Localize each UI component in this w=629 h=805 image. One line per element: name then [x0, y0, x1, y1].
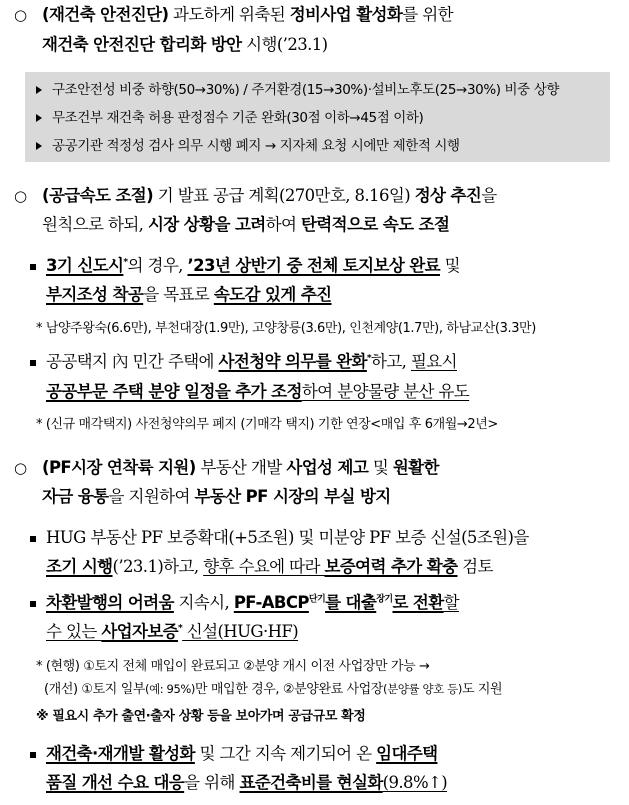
square-bullet-icon [30, 360, 36, 366]
section2-line2: 원칙으로 하되, 시장 상황을 고려하여 탄력적으로 속도 조절 [42, 215, 450, 234]
section3-line1: (PF시장 연착륙 지원) 부동산 개발 사업성 제고 및 원활한 [42, 458, 439, 477]
section2-heading: (공급속도 조절) [42, 186, 154, 205]
supply-scale-note: ※ 필요시 추가 출연·출자 상황 등을 보아가며 공급규모 확정 [36, 709, 366, 724]
box-item: 무조건부 재건축 허용 판정점수 기준 완화(30점 이하→45점 이하) [52, 110, 424, 126]
section3-item1-line1: HUG 부동산 PF 보증확대(+5조원) 및 미분양 PF 보증 신설(5조원)을 [46, 528, 529, 547]
square-bullet-icon [30, 601, 36, 607]
square-bullet-icon [30, 536, 36, 542]
section1-line1: (재건축 안전진단) 과도하게 위축된 정비사업 활성화를 위한 [42, 5, 453, 24]
pre-subscription-note: * (신규 매각택지) 사전청약의무 폐지 (기매각 택지) 기한 연장<매입 후 6개월→2년> [36, 417, 498, 432]
section2-line1: (공급속도 조절) 기 발표 공급 계획(270만호, 8.16일) 정상 추진을 [42, 186, 497, 205]
square-bullet-icon [30, 752, 36, 758]
section3-item3-line1: 재건축·재개발 활성화 및 그간 지속 제기되어 온 임대주택 [46, 744, 438, 763]
section3-line2: 자금 융통을 지원하여 부동산 PF 시장의 부실 방지 [42, 487, 391, 506]
guarantee-note-current: * (현행) ①토지 전체 매입이 완료되고 ②분양 개시 이전 사업장만 가능 → [36, 659, 430, 674]
guarantee-note-improved: (개선) ①토지 일부(예: 95%)만 매입한 경우, ②분양완료 사업장(분양률 양호 등)도 지원 [44, 682, 503, 697]
section1-line2: 재건축 안전진단 합리화 방안 시행(’23.1) [42, 35, 328, 54]
section3-item2-line2: 수 있는 사업자보증* 신설(HUG·HF) [46, 622, 299, 641]
box-item: 공공기관 적정성 검사 의무 시행 폐지 → 지자체 요청 시에만 제한적 시행 [52, 138, 460, 154]
triangle-bullet-icon [36, 86, 42, 94]
circle-bullet: ○ [14, 187, 28, 205]
triangle-bullet-icon [36, 142, 42, 150]
section3-item3-line2: 품질 개선 수요 대응을 위해 표준건축비를 현실화(9.8%↑) [46, 773, 448, 792]
triangle-bullet-icon [36, 114, 42, 122]
section2-item2-line1: 공공택지 內 민간 주택에 사전청약 의무를 완화*하고, 필요시 [46, 352, 457, 371]
new-town-note: * 남양주왕숙(6.6만), 부천대장(1.9만), 고양창릉(3.6만), 인천계양(1.7만), 하남교산(3.3만) [36, 321, 536, 336]
section1-heading: (재건축 안전진단) [42, 5, 169, 24]
circle-bullet: ○ [14, 459, 28, 477]
section2-item1-line2: 부지조성 착공을 목표로 속도감 있게 추진 [46, 285, 332, 304]
section2-item2-line2: 공공부문 주택 분양 일정을 추가 조정하여 분양물량 분산 유도 [46, 382, 470, 401]
box-item: 구조안전성 비중 하향(50→30%) / 주거환경(15→30%)·설비노후도(25→30%) 비중 상향 [52, 82, 559, 98]
square-bullet-icon [30, 264, 36, 270]
section3-item2-line1: 차환발행의 어려움 지속시, $PF-ABCP^{단기}$를 대출$^{장기}$로 전환할 [46, 593, 459, 612]
section3-heading: (PF시장 연착륙 지원) [42, 458, 196, 477]
section3-item1-line2: 조기 시행(’23.1)하고, 향후 수요에 따라 보증여력 추가 확충 검토 [46, 557, 493, 576]
circle-bullet: ○ [14, 6, 28, 24]
section2-item1-line1: 3기 신도시*의 경우, ’23년 상반기 중 전체 토지보상 완료 및 [46, 256, 460, 275]
